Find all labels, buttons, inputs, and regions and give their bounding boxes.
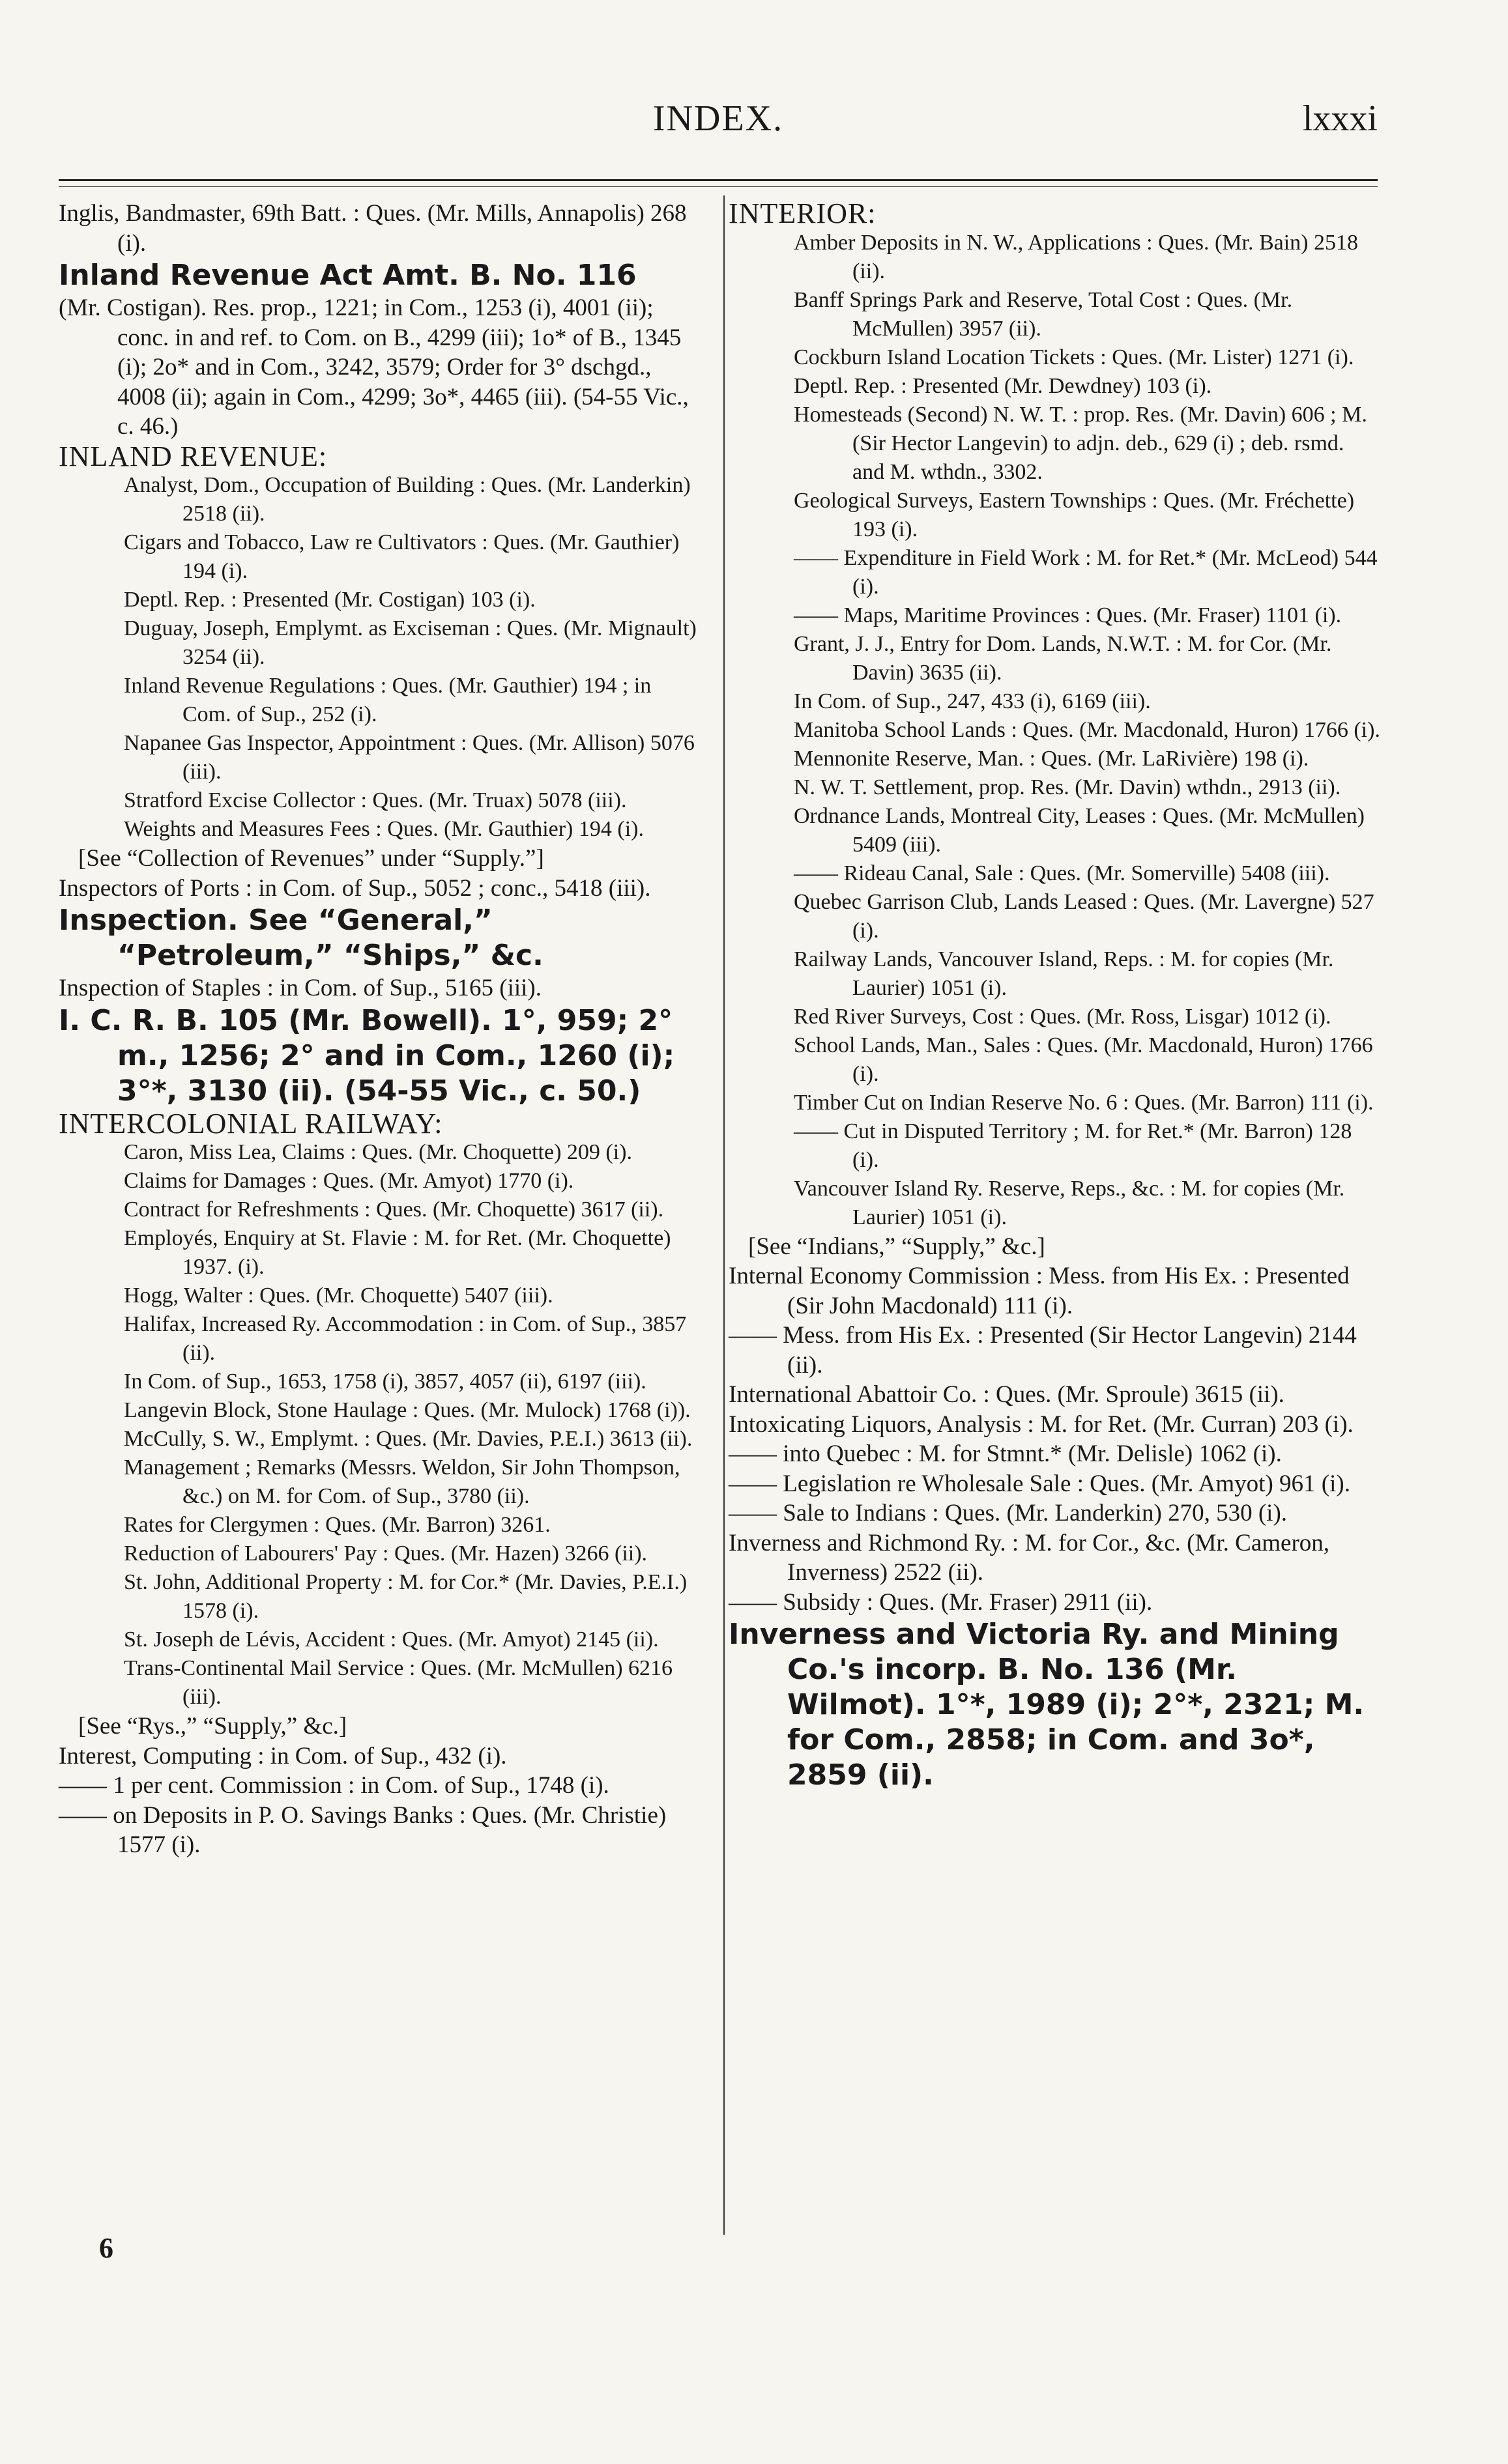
index-entry: Red River Surveys, Cost : Ques. (Mr. Ross, Lisgar) 1012 (i). <box>794 1004 1331 1029</box>
page-number: lxxxi <box>1302 98 1378 139</box>
index-entry: —— Mess. from His Ex. : Presented (Sir Hector Langevin) 2144 (ii). <box>729 1322 1357 1379</box>
index-entry: Mennonite Reserve, Man. : Ques. (Mr. LaRivière) 198 (i). <box>794 746 1309 771</box>
index-entry: Inland Revenue Regulations : Ques. (Mr. Gauthier) 194 ; in Com. of Sup., 252 (i). <box>124 674 652 726</box>
index-entry: Cigars and Tobacco, Law re Cultivators : Ques. (Mr. Gauthier) 194 (i). <box>124 530 680 583</box>
index-entry: I. C. R. B. 105 (Mr. Bowell). 1°, 959; 2° m., 1256; 2° and in Com., 1260 (i); 3°*, 3130 (ii). (54-55 Vic., c. 50.) <box>59 1003 675 1108</box>
index-entry: —— into Quebec : M. for Stmnt.* (Mr. Delisle) 1062 (i). <box>729 1440 1282 1467</box>
index-entry: Cockburn Island Location Tickets : Ques. (Mr. Lister) 1271 (i). <box>794 345 1354 369</box>
index-entry: Grant, J. J., Entry for Dom. Lands, N.W.T. : M. for Cor. (Mr. Davin) 3635 (ii). <box>794 631 1332 685</box>
index-entry: Banff Springs Park and Reserve, Total Cost : Ques. (Mr. McMullen) 3957 (ii). <box>794 287 1293 341</box>
index-entry: Stratford Excise Collector : Ques. (Mr. Truax) 5078 (iii). <box>124 788 627 812</box>
index-entry: Caron, Miss Lea, Claims : Ques. (Mr. Choquette) 209 (i). <box>124 1140 633 1164</box>
right-column <box>729 199 1380 1793</box>
index-entry: Trans-Continental Mail Service : Ques. (Mr. McMullen) 6216 (iii). <box>124 1656 673 1709</box>
index-entry: Manitoba School Lands : Ques. (Mr. Macdonald, Huron) 1766 (i). <box>794 717 1380 742</box>
index-entry: Geological Surveys, Eastern Townships : Ques. (Mr. Fréchette) 193 (i). <box>794 488 1355 541</box>
index-entry: —— Legislation re Wholesale Sale : Ques. (Mr. Amyot) 961 (i). <box>729 1470 1350 1497</box>
index-entry: Homesteads (Second) N. W. T. : prop. Res. (Mr. Davin) 606 ; M. (Sir Hector Langevin) to adjn. deb., 629 (i) ; deb. rsmd. and M. wthdn., 3302. <box>794 402 1367 484</box>
index-entry: Internal Economy Commission : Mess. from His Ex. : Presented (Sir John Macdonald) 111 (i). <box>729 1263 1350 1319</box>
index-entry: Interest, Computing : in Com. of Sup., 432 (i). <box>59 1742 507 1769</box>
index-entry: N. W. T. Settlement, prop. Res. (Mr. Davin) wthdn., 2913 (ii). <box>794 775 1341 799</box>
header-rule <box>59 179 1378 181</box>
index-entry: —— on Deposits in P. O. Savings Banks : Ques. (Mr. Christie) 1577 (i). <box>59 1801 667 1858</box>
index-entry: Langevin Block, Stone Haulage : Ques. (Mr. Mulock) 1768 (i)). <box>124 1398 691 1422</box>
page-header <box>59 91 1378 150</box>
index-entry: Ordnance Lands, Montreal City, Leases : Ques. (Mr. McMullen) 5409 (iii). <box>794 803 1365 857</box>
index-entry: Halifax, Increased Ry. Accommodation : in Com. of Sup., 3857 (ii). <box>124 1312 687 1365</box>
index-entry: Inverness and Richmond Ry. : M. for Cor., &c. (Mr. Cameron, Inverness) 2522 (ii). <box>729 1529 1330 1586</box>
index-entry: In Com. of Sup., 1653, 1758 (i), 3857, 4057 (ii), 6197 (iii). <box>124 1369 646 1394</box>
index-entry: Weights and Measures Fees : Ques. (Mr. Gauthier) 194 (i). <box>124 817 644 841</box>
index-entry: St. John, Additional Property : M. for Cor.* (Mr. Davies, P.E.I.) 1578 (i). <box>124 1570 688 1623</box>
left-column <box>59 199 704 1860</box>
index-entry: Inspection. See “General,” “Petroleum,” “Ships,” &c. <box>59 904 544 972</box>
index-entry: —— Rideau Canal, Sale : Ques. (Mr. Somerville) 5408 (iii). <box>794 861 1330 885</box>
index-entry: Inland Revenue Act Amt. B. No. 116 <box>59 259 637 292</box>
index-entry: Employés, Enquiry at St. Flavie : M. for Ret. (Mr. Choquette) 1937. (i). <box>124 1226 671 1279</box>
index-entry: INTERCOLONIAL RAILWAY: <box>59 1107 443 1139</box>
index-entry: St. Joseph de Lévis, Accident : Ques. (Mr. Amyot) 2145 (ii). <box>124 1627 659 1652</box>
index-entry: Amber Deposits in N. W., Applications : Ques. (Mr. Bain) 2518 (ii). <box>794 230 1359 283</box>
index-entry: Contract for Refreshments : Ques. (Mr. Choquette) 3617 (ii). <box>124 1197 664 1222</box>
index-entry: [See “Rys.,” “Supply,” &c.] <box>78 1713 347 1740</box>
index-entry: Hogg, Walter : Ques. (Mr. Choquette) 5407 (iii). <box>124 1283 553 1308</box>
index-entry: Railway Lands, Vancouver Island, Reps. : M. for copies (Mr. Laurier) 1051 (i). <box>794 947 1334 1000</box>
index-entry: Duguay, Joseph, Emplymt. as Exciseman : Ques. (Mr. Mignault) 3254 (ii). <box>124 616 697 669</box>
index-entry: Rates for Clergymen : Ques. (Mr. Barron) 3261. <box>124 1513 551 1537</box>
index-entry: Management ; Remarks (Messrs. Weldon, Sir John Thompson, &c.) on M. for Com. of Sup., 3780 (ii). <box>124 1455 680 1508</box>
index-entry: Inverness and Victoria Ry. and Mining Co.'s incorp. B. No. 136 (Mr. Wilmot). 1°*, 1989 (i); 2°*, 2321; M. for Com., 2858; in Com. and 3o*, 2859 (ii). <box>729 1618 1365 1792</box>
signature-mark: 6 <box>99 2232 113 2264</box>
index-entry: —— 1 per cent. Commission : in Com. of Sup., 1748 (i). <box>59 1772 609 1799</box>
index-entry: [See “Collection of Revenues” under “Supply.”] <box>78 845 544 872</box>
index-entry: Inspectors of Ports : in Com. of Sup., 5052 ; conc., 5418 (iii). <box>59 874 651 902</box>
index-entry: Vancouver Island Ry. Reserve, Reps., &c. : M. for copies (Mr. Laurier) 1051 (i). <box>794 1176 1345 1229</box>
index-entry: In Com. of Sup., 247, 433 (i), 6169 (iii). <box>794 689 1151 713</box>
index-entry: Inglis, Bandmaster, 69th Batt. : Ques. (Mr. Mills, Annapolis) 268 (i). <box>59 200 687 257</box>
index-entry: —— Cut in Disputed Territory ; M. for Ret.* (Mr. Barron) 128 (i). <box>794 1119 1352 1172</box>
index-entry: Intoxicating Liquors, Analysis : M. for Ret. (Mr. Curran) 203 (i). <box>729 1411 1354 1438</box>
column-divider <box>723 195 725 2235</box>
index-entry: Quebec Garrison Club, Lands Leased : Ques. (Mr. Lavergne) 527 (i). <box>794 889 1374 943</box>
index-entry: Deptl. Rep. : Presented (Mr. Costigan) 103 (i). <box>124 588 536 612</box>
index-entry: Napanee Gas Inspector, Appointment : Ques. (Mr. Allison) 5076 (iii). <box>124 731 695 784</box>
index-entry: McCully, S. W., Emplymt. : Ques. (Mr. Davies, P.E.I.) 3613 (ii). <box>124 1427 693 1451</box>
index-entry: Claims for Damages : Ques. (Mr. Amyot) 1770 (i). <box>124 1169 574 1193</box>
index-entry: Inspection of Staples : in Com. of Sup., 5165 (iii). <box>59 975 542 1001</box>
index-entry: [See “Indians,” “Supply,” &c.] <box>748 1233 1045 1260</box>
page-title: INDEX. <box>652 98 784 139</box>
index-entry: INTERIOR: <box>729 197 877 229</box>
index-entry: Timber Cut on Indian Reserve No. 6 : Ques. (Mr. Barron) 111 (i). <box>794 1090 1374 1115</box>
index-entry: —— Expenditure in Field Work : M. for Ret.* (Mr. McLeod) 544 (i). <box>794 545 1378 599</box>
index-entry: (Mr. Costigan). Res. prop., 1221; in Com., 1253 (i), 4001 (ii); conc. in and ref. to Com. on B., 4299 (iii); 1o* of B., 1345 (i); 2o* and in Com., 3242, 3579; Order for 3° dschgd., 4008 (ii); again in Com., 4299; 3o*, 4465 (iii). (54-55 Vic., c. 46.) <box>59 294 689 440</box>
index-entry: INLAND REVENUE: <box>59 440 328 472</box>
header-rule-thin <box>59 186 1378 187</box>
index-entry: Analyst, Dom., Occupation of Building : Ques. (Mr. Landerkin) 2518 (ii). <box>124 473 691 526</box>
index-entry: School Lands, Man., Sales : Ques. (Mr. Macdonald, Huron) 1766 (i). <box>794 1033 1373 1086</box>
index-entry: Deptl. Rep. : Presented (Mr. Dewdney) 103 (i). <box>794 373 1212 398</box>
index-entry: —— Sale to Indians : Ques. (Mr. Landerkin) 270, 530 (i). <box>729 1500 1288 1526</box>
index-entry: —— Subsidy : Ques. (Mr. Fraser) 2911 (ii). <box>729 1588 1153 1616</box>
index-entry: Reduction of Labourers' Pay : Ques. (Mr. Hazen) 3266 (ii). <box>124 1541 648 1566</box>
index-entry: International Abattoir Co. : Ques. (Mr. Sproule) 3615 (ii). <box>729 1381 1284 1408</box>
index-entry: —— Maps, Maritime Provinces : Ques. (Mr. Fraser) 1101 (i). <box>794 603 1342 627</box>
